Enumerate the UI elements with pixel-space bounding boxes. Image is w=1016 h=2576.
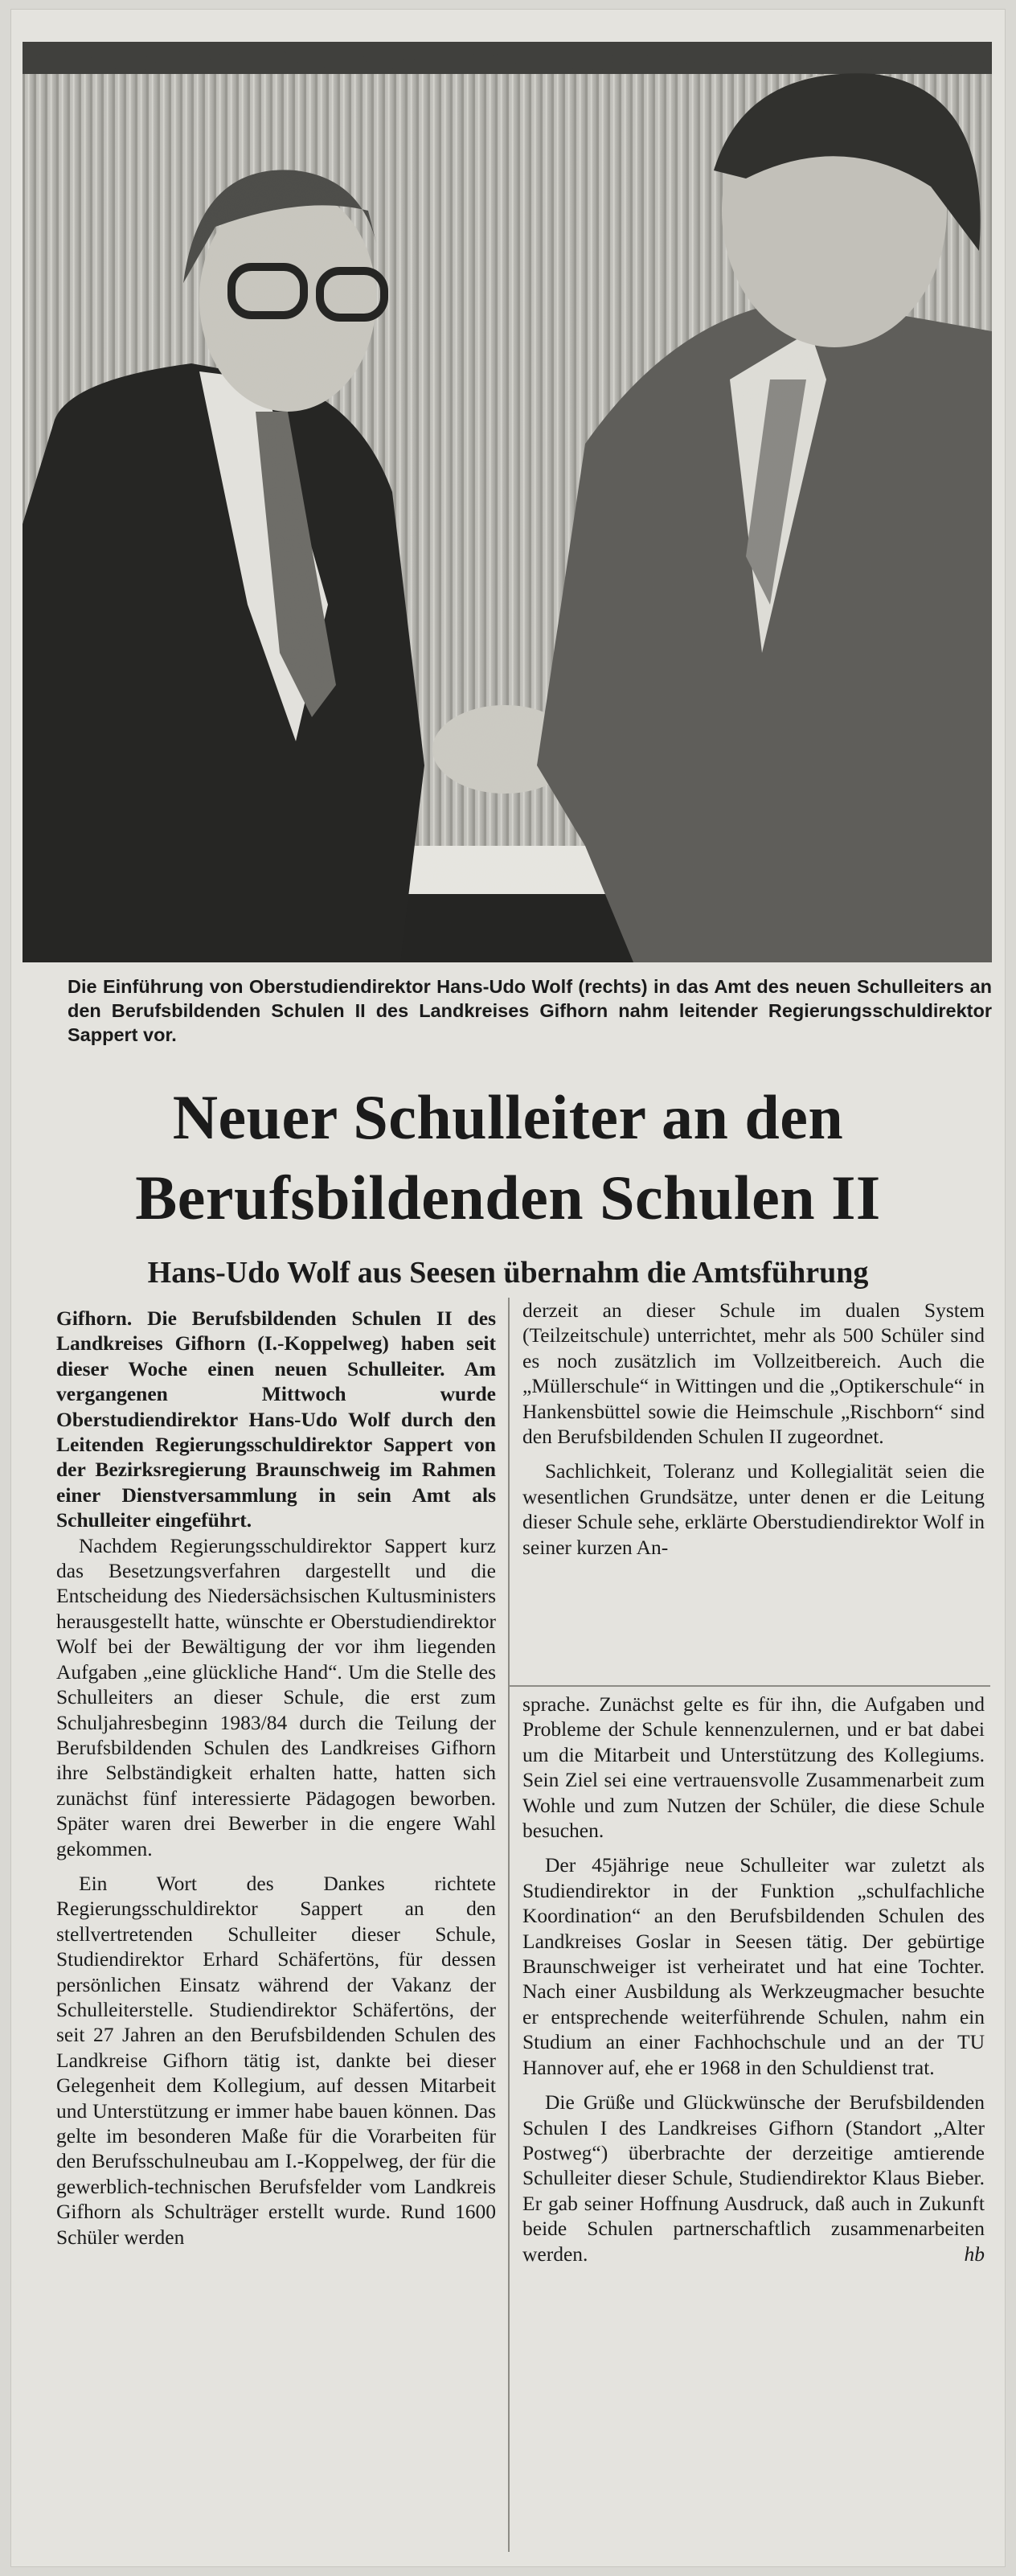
photo-handshake-icon — [23, 42, 992, 962]
paragraph-text: Die Grüße und Glückwünsche der Berufsbildenden Schulen I des Landkreises Gifhorn (Standort „Alter Postweg“) überbrachte der derzeitige amtierende Schulleiter dieser Schule, Studiendirektor Klaus Bieber. Er gab seiner Hoffnung Ausdruck, daß auch in Zukunft beide Schulen partnerschaftlich zusammenarbeiten werden. — [522, 2090, 985, 2266]
headline — [27, 1077, 989, 1238]
author-signature: hb — [964, 2242, 985, 2266]
article-column-left — [56, 1306, 496, 2250]
subheadline: Hans-Udo Wolf aus Seesen übernahm die Amtsführung — [147, 1256, 869, 1290]
headline-line-1: Neuer Schulleiter an den — [172, 1082, 844, 1152]
column-break-divider — [508, 1685, 990, 1687]
paragraph: sprache. Zunächst gelte es für ihn, die Aufgaben und Probleme der Schule kennenzulernen, und er bat dabei um die Mitarbeit und Unterstützung des Kollegiums. Sein Ziel sei eine vertrauensvolle Zusammenarbeit zum Wohle und zum Nutzen der Schüler, die diese Schule besuchen. — [522, 1692, 985, 1843]
paragraph: Der 45jährige neue Schulleiter war zuletzt als Studiendirektor in der Funktion „schulfachliche Koordination“ an den Berufsbildenden Schulen des Landkreises Goslar in Seesen tätig. Der gebürtige Braunschweiger ist verheiratet und hat eine Tochter. Nach einer Ausbildung als Werkzeugmacher besuchte er entsprechende weiterführende Schulen, nahm ein Studium an einer Fachhochschule und an der TU Hannover auf, ehe er 1968 in den Schuldienst trat. — [522, 1853, 985, 2079]
press-photo-handshake — [23, 42, 992, 962]
newspaper-clipping — [11, 10, 1005, 2566]
paragraph: Nachdem Regierungsschuldirektor Sappert kurz das Besetzungsverfahren dargestellt und die Entscheidung des Niedersächsischen Kultusministers herausgestellt hatte, wünschte er Oberstudiendirektor Wolf bei der Bewältigung der vor ihm liegenden Aufgaben „eine glückliche Hand“. Um die Stelle des Schulleiters an dieser Schule, die erst zum Schuljahresbeginn 1983/84 durch die Teilung der Berufsbildenden Schulen des Landkreises Gifhorn ihre Selbständigkeit erhalten hatte, hatten sich zunächst fünf interessierte Pädagogen beworben. Später waren drei Bewerber in die engere Wahl gekommen. — [56, 1533, 496, 1860]
article-column-right-bottom — [522, 1692, 985, 2266]
column-divider — [508, 1298, 510, 2552]
headline-line-2: Berufsbildenden Schulen II — [135, 1163, 881, 1233]
paragraph — [522, 2090, 985, 2266]
paragraph: Sachlichkeit, Toleranz und Kollegialität seien die wesentlichen Grundsätze, unter denen er die Leitung dieser Schule sehe, erklärte Oberstudiendirektor Wolf in seiner kurzen An- — [522, 1459, 985, 1559]
paragraph: derzeit an dieser Schule im dualen System (Teilzeitschule) unterrichtet, mehr als 500 Schüler sind es noch zusätzlich im Vollzeitbereich. Auch die „Müllerschule“ in Wittingen und die „Optikerschule“ in Hankensbüttel sowie die Heimschule „Rischborn“ sind den Berufsbildenden Schulen II zugeordnet. — [522, 1298, 985, 1449]
article-column-right-top — [522, 1298, 985, 1560]
lead-paragraph: Gifhorn. Die Berufsbildenden Schulen II des Landkreises Gifhorn (I.-Koppelweg) haben seit dieser Woche einen neuen Schulleiter. Am vergangenen Mittwoch wurde Oberstudiendirektor Hans-Udo Wolf durch den Leitenden Regierungsschuldirektor Sappert von der Bezirksregierung Braunschweig im Rahmen einer Dienstversammlung in sein Amt als Schulleiter eingeführt. — [56, 1306, 496, 1532]
photo-caption: Die Einführung von Oberstudiendirektor Hans-Udo Wolf (rechts) in das Amt des neuen Schulleiters an den Berufsbildenden Schulen II des Landkreises Gifhorn nahm leitender Regierungsschuldirektor Sappert vor. — [68, 976, 992, 1045]
paragraph: Ein Wort des Dankes richtete Regierungsschuldirektor Sappert an den stellvertretenden Schulleiter dieser Schule, Studiendirektor Erhard Schäfertöns, für dessen persönlichen Einsatz während der Vakanz der Schulleiterstelle. Studiendirektor Schäfertöns, der seit 27 Jahren an den Berufsbildenden Schulen des Landkreise Gifhorn tätig ist, dankte bei dieser Gelegenheit dem Kollegium, auf dessen Mitarbeit und Unterstützung er immer habe bauen können. Das gelte im besonderen Maße für die Vorarbeiten für den Berufsschulneubau am I.-Koppelweg, der für die gewerblich-technischen Berufsfelder vom Landkreis Gifhorn als Schulträger erstellt wurde. Rund 1600 Schüler werden — [56, 1871, 496, 2249]
